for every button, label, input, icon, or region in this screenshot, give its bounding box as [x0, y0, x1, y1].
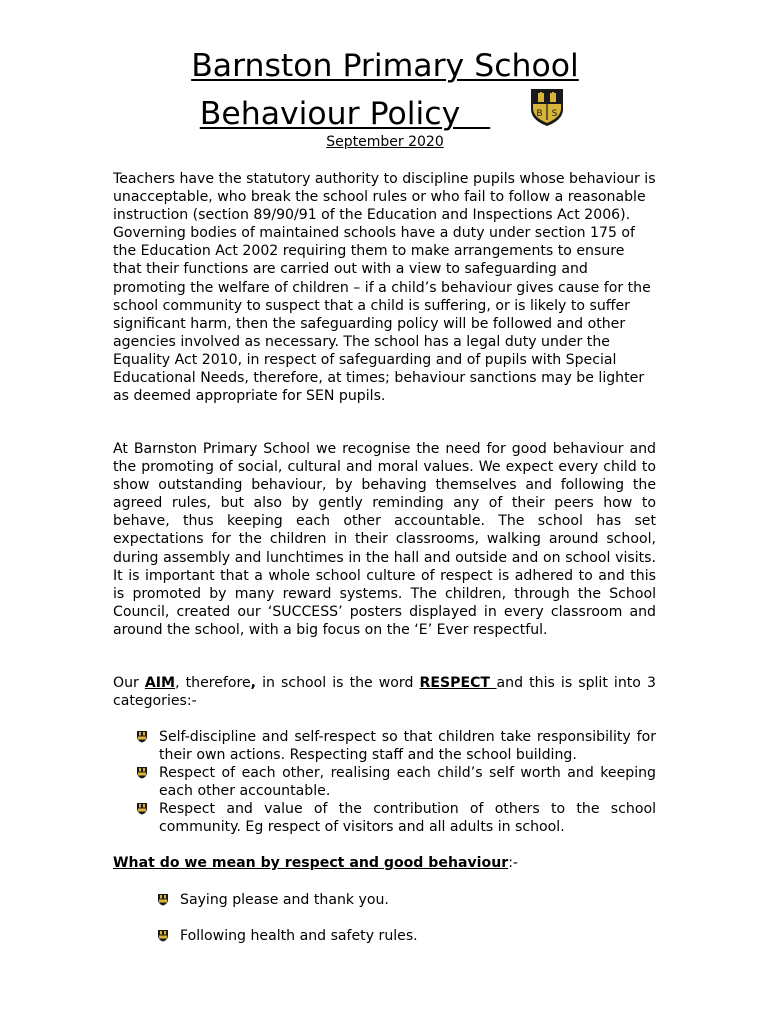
- aim-bullet-list: [113, 728, 656, 837]
- aim-word: AIM: [144, 675, 176, 691]
- school-crest-icon: [529, 87, 565, 127]
- crest-letter-s: S: [551, 109, 558, 119]
- crest-bullet-icon: [136, 802, 148, 815]
- crest-bullet-icon: [136, 730, 148, 743]
- respect-word: RESPECT: [419, 675, 497, 691]
- crest-bullet-icon: [136, 766, 148, 779]
- list-item: Self-discipline and self-respect so that children take responsibility for their own actions. Respecting staff and the school building.: [113, 728, 656, 764]
- list-item: Respect and value of the contribution of others to the school community. Eg respect of visitors and all adults in school.: [113, 800, 656, 836]
- crest-letter-b: B: [536, 109, 543, 119]
- school-paragraph: At Barnston Primary School we recognise the need for good behaviour and the promoting of social, cultural and moral values. We expect every child to show outstanding behaviour, by behaving themselves and following the agreed rules, but also by gently reminding any of their peers how to behave, thus keeping each other accountable. The school has set expectations for the children in their classrooms, walking around school, during assembly and lunchtimes in the hall and outside and on school visits. It is important that a whole school culture of respect is adhered to and this is promoted by many reward systems. The children, through the School Council, created our ‘SUCCESS’ posters displayed in every classroom and around the school, with a big focus on the ‘E’ Ever respectful.: [113, 441, 656, 638]
- aim-paragraph: Our AIM, therefore, in school is the word RESPECT and this is split into 3 categories:-: [113, 675, 656, 710]
- crest-bullet-icon: [157, 893, 169, 906]
- list-item: Respect of each other, realising each child’s self worth and keeping each other accountable.: [113, 764, 656, 800]
- respect-heading: What do we mean by respect and good behaviour:-: [113, 855, 519, 871]
- crest-bullet-icon: [157, 929, 169, 942]
- document-title: Barnston Primary School: [191, 48, 579, 84]
- list-item: Saying please and thank you.: [180, 891, 389, 909]
- policy-date: September 2020: [326, 134, 444, 150]
- intro-paragraph: Teachers have the statutory authority to discipline pupils whose behaviour is unacceptable, who break the school rules or who fail to follow a reasonable instruction (section 89/90/91 of the Education and Inspections Act 2006). Governing bodies of maintained schools have a duty under section 175 of the Education Act 2002 requiring them to make arrangements to ensure that their functions are carried out with a view to safeguarding and promoting the welfare of children – if a child’s behaviour gives cause for the school community to suspect that a child is suffering, or is likely to suffer significant harm, then the safeguarding policy will be followed and other agencies involved as necessary. The school has a legal duty under the Equality Act 2010, in respect of safeguarding and of pupils with Special Educational Needs, therefore, at times; behaviour sanctions may be lighter as deemed appropriate for SEN pupils.: [113, 171, 656, 405]
- document-subtitle: Behaviour Policy: [199, 96, 491, 132]
- list-item: Following health and safety rules.: [180, 927, 418, 945]
